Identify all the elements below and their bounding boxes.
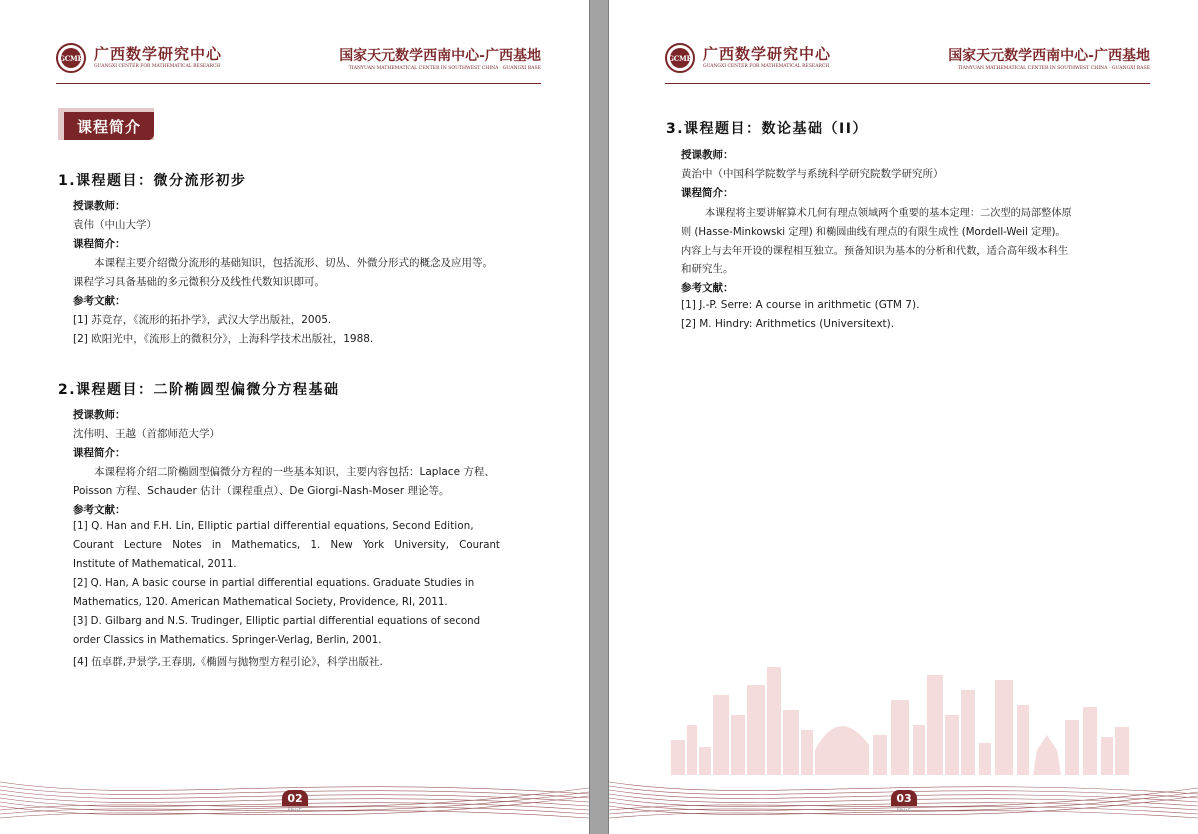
- page-header: [56, 40, 541, 84]
- center-name-en: TIANYUAN MATHEMATICAL CENTER IN SOUTHWEST CHINA · GUANGXI BASE: [957, 66, 1150, 71]
- page-right: [609, 0, 1198, 834]
- ref-line: [2] M. Hindry: Arithmetics (Universitext).: [681, 318, 895, 330]
- org-name-cn: 广西数学研究中心: [94, 45, 223, 63]
- org-name-cn: 广西数学研究中心: [703, 45, 832, 63]
- teacher-name: 黄治中（中国科学院数学与系统科学研究院数学研究所）: [681, 168, 944, 180]
- org-name-en: GUANGXI CENTER FOR MATHEMATICAL RESEARCH: [94, 64, 221, 69]
- ref-line: [1] 苏竞存，《流形的拓扑学》，武汉大学出版社，2005.: [73, 314, 332, 326]
- ref-line: [4] 伍卓群,尹景学,王春朋,《椭圆与抛物型方程引论》，科学出版社.: [73, 656, 383, 668]
- course-title: 3.课程题目：数论基础（II）: [666, 121, 868, 137]
- center-logo: [665, 43, 695, 73]
- intro-line: 本课程将主要讲解算术几何有理点领域两个重要的基本定理：二次型的局部整体原: [705, 208, 1072, 219]
- page-left: [0, 0, 589, 834]
- ref-line: [3] D. Gilbarg and N.S. Trudinger, Elliptic partial differential equations of second: [73, 616, 481, 627]
- course-title: 2.课程题目：二阶椭圆型偏微分方程基础: [58, 382, 340, 398]
- intro-line: 则 (Hasse-Minkowski 定理) 和椭圆曲线有理点的有限生成性 (Mordell-Weil 定理)。: [681, 227, 1066, 238]
- ref-line: [1] Q. Han and F.H. Lin, Elliptic partial differential equations, Second Edition,: [73, 521, 474, 532]
- intro-line: Poisson 方程、Schauder 估计（课程重点）、De Giorgi-Nash-Moser 理论等。: [73, 485, 450, 497]
- page-word: PAGE: [896, 807, 912, 813]
- teacher-name: 袁伟（中山大学）: [73, 219, 157, 231]
- center-logo: [56, 43, 86, 73]
- ref-line: [2] 欧阳光中，《流形上的微积分》，上海科学技术出版社，1988.: [73, 333, 374, 345]
- page-gutter: [589, 0, 609, 834]
- ref-line: Institute of Mathematical, 2011.: [73, 559, 237, 570]
- intro-label: 课程简介：: [73, 238, 126, 250]
- intro-line: 本课程将介绍二阶椭圆型偏微分方程的一些基本知识，主要内容包括：Laplace 方程、: [94, 466, 495, 478]
- teacher-label: 授课教师：: [681, 149, 734, 161]
- ref-line: [2] Q. Han, A basic course in partial differential equations. Graduate Studies in: [73, 578, 475, 589]
- teacher-label: 授课教师：: [73, 409, 126, 421]
- intro-line: 课程学习具备基础的多元微积分及线性代数知识即可。: [73, 276, 325, 288]
- intro-label: 课程简介：: [681, 187, 734, 199]
- intro-line: 内容上与去年开设的课程相互独立。预备知识为基本的分析和代数，适合高年级本科生: [681, 246, 1069, 257]
- teacher-name: 沈伟明、王越（首都师范大学）: [73, 428, 220, 440]
- ref-line: Mathematics, 120. American Mathematical Society, Providence, RI, 2011.: [73, 597, 448, 608]
- refs-label: 参考文献：: [73, 504, 126, 516]
- logo-text: GCMR: [61, 48, 81, 68]
- ref-line: [1] J.-P. Serre: A course in arithmetic (GTM 7).: [681, 299, 920, 311]
- refs-label: 参考文献：: [73, 295, 126, 307]
- page-word: PAGE: [287, 807, 303, 813]
- ref-line: Courant Lecture Notes in Mathematics, 1. New York University, Courant: [73, 540, 500, 551]
- page-number: 02: [282, 790, 308, 806]
- center-name-cn: 国家天元数学西南中心-广西基地: [948, 48, 1150, 64]
- teacher-label: 授课教师：: [73, 200, 126, 212]
- ref-line: order Classics in Mathematics. Springer-Verlag, Berlin, 2001.: [73, 635, 382, 646]
- section-title: 课程简介: [64, 112, 154, 140]
- intro-line: 本课程主要介绍微分流形的基础知识，包括流形、切丛、外微分形式的概念及应用等。: [94, 257, 493, 269]
- page-header: [665, 40, 1150, 84]
- logo-text: GCMR: [670, 48, 690, 68]
- refs-label: 参考文献：: [681, 282, 734, 294]
- course-title: 1.课程题目：微分流形初步: [58, 173, 247, 189]
- intro-label: 课程简介：: [73, 447, 126, 459]
- intro-line: 和研究生。: [681, 263, 734, 275]
- center-name-cn: 国家天元数学西南中心-广西基地: [339, 48, 541, 64]
- section-tag: [58, 108, 154, 140]
- org-name-en: GUANGXI CENTER FOR MATHEMATICAL RESEARCH: [703, 64, 830, 69]
- center-name-en: TIANYUAN MATHEMATICAL CENTER IN SOUTHWEST CHINA · GUANGXI BASE: [348, 66, 541, 71]
- city-skyline-illustration: [669, 655, 1139, 775]
- page-number: 03: [891, 790, 917, 806]
